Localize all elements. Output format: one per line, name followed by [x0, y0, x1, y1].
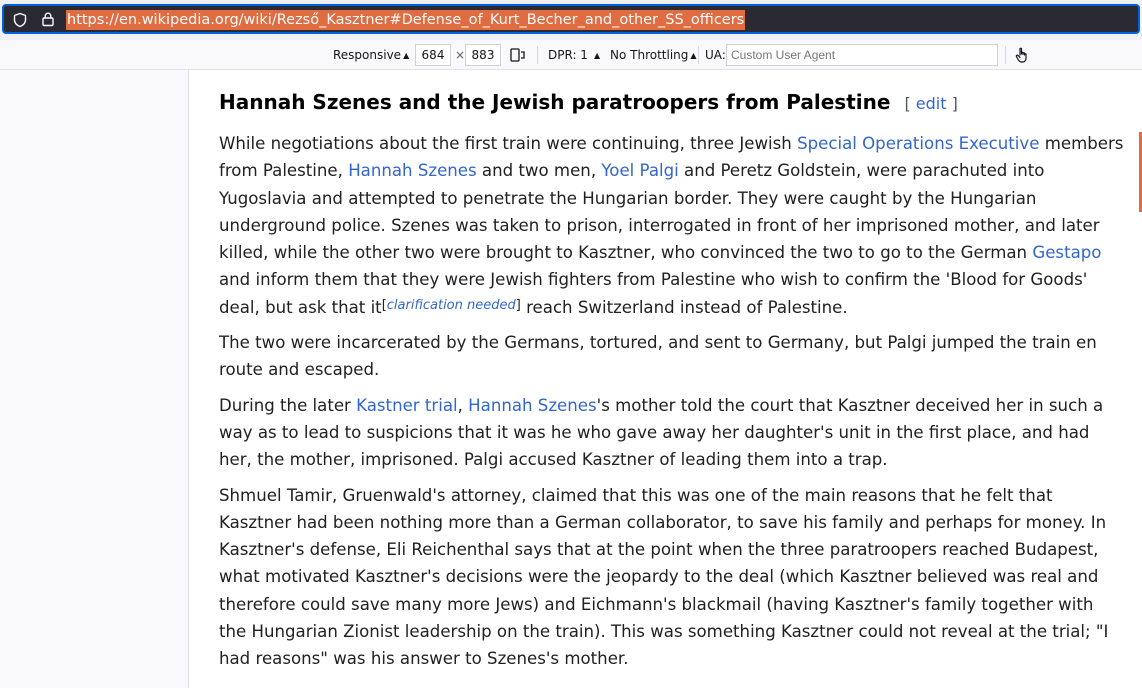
p1-text-6: reach Switzerland instead of Palestine.	[520, 297, 848, 317]
hannah-szenes-link[interactable]: Hannah Szenes	[348, 161, 477, 181]
throttling-selector-label: No Throttling	[610, 48, 689, 62]
edit-bracket-open: [	[904, 94, 911, 113]
toolbar-divider	[537, 46, 538, 64]
viewport-width-input[interactable]: 684	[415, 44, 451, 66]
responsive-design-toolbar	[0, 40, 1142, 70]
viewport-height-input[interactable]: 883	[465, 44, 501, 66]
clarification-needed-link[interactable]: clarification needed	[386, 297, 516, 313]
section-heading-text: Hannah Szenes and the Jewish paratroopers from Palestine	[219, 90, 891, 114]
url-bar-area	[0, 0, 1142, 40]
hannah-szenes-link[interactable]: Hannah Szenes	[468, 395, 597, 415]
viewport-margin	[0, 70, 189, 688]
dpr-selector-label: DPR: 1	[548, 48, 588, 62]
paragraph-4: Shmuel Tamir, Gruenwald's attorney, claimed that this was one of the main reasons that he felt that Kasztner had been nothing more than a German collaborator, to save his family and perhaps for money. In Kasztner's defense, Eli Reichenthal says that at the point when the three paratroopers reached Budapest, what motivated Kasztner's decisions were the jeopardy to the deal (which Kasztner believed was real and therefore could save many more Jews) and Eichmann's blackmail (having Kasztner's family together with the Hungarian Zionist leadership on the train). This was something Kasztner could not reveal at the trial; "I had reasons" was his answer to Szenes's mother.	[219, 485, 1109, 669]
p3-text-3: 's mother told the court that Kasztner deceived her in such a way as to lead to suspicions that it was he who gave away her daughter's unit in the first place, and had her, the mother, imprisoned. Palgi accused Kasztner of leading them into a trap.	[219, 395, 1104, 470]
p3-text-1: During the later	[219, 395, 357, 415]
p3-text-2: ,	[457, 395, 469, 415]
device-dropdown-icon: ▲︎	[403, 51, 410, 60]
p1-text-5: and inform them that they were Jewish fighters from Palestine who wish to confirm the 'Blood for Goods' deal, but ask that it	[219, 270, 1088, 317]
touch-simulation-icon[interactable]	[1014, 46, 1030, 64]
url-bar[interactable]	[2, 4, 1140, 34]
p1-text-3: and two men,	[476, 161, 602, 181]
clarification-needed-tag	[382, 298, 521, 313]
yoel-palgi-link[interactable]: Yoel Palgi	[601, 161, 679, 181]
p1-text-4: and Peretz Goldstein, were parachuted into Yugoslavia and attempted to penetrate the Hungarian border. They were caught by the Hungarian underground police. Szenes was taken to prison, interrogated in front of her imprisoned mother, and later killed, while the other two were brought to Kasztner, who convinced the two to go to the German	[219, 161, 1100, 263]
clarification-bracket-close: ]	[515, 297, 521, 313]
paragraph-1	[219, 130, 1124, 321]
edit-section-link-group	[904, 94, 957, 113]
toolbar-divider	[1005, 46, 1006, 64]
paragraph-2: The two were incarcerated by the Germans, tortured, and sent to Germany, but Palgi jumped the train en route and escaped.	[219, 333, 1097, 380]
lock-icon[interactable]	[40, 11, 56, 27]
device-selector[interactable]	[333, 40, 409, 70]
edit-section-link[interactable]: edit	[915, 94, 947, 113]
user-agent-label: UA:	[705, 48, 726, 62]
rotate-viewport-icon[interactable]	[509, 47, 527, 63]
gestapo-link[interactable]: Gestapo	[1032, 243, 1102, 263]
dimension-separator: ×	[455, 48, 466, 62]
device-selector-label: Responsive	[333, 48, 402, 62]
article-content	[219, 80, 1124, 681]
url-text[interactable]: https://en.wikipedia.org/wiki/Rezső_Kasztner#Defense_of_Kurt_Becher_and_other_SS_officers	[67, 12, 745, 28]
throttling-selector[interactable]	[610, 40, 697, 70]
toolbar-divider	[698, 46, 699, 64]
user-agent-input[interactable]	[726, 44, 998, 66]
tracking-protection-shield-icon[interactable]	[12, 12, 28, 28]
p1-text-2: members from Palestine,	[219, 134, 1124, 181]
dpr-selector[interactable]	[548, 40, 600, 70]
throttling-dropdown-icon: ▲︎	[690, 51, 697, 60]
paragraph-3	[219, 392, 1124, 474]
p1-text-1: While negotiations about the first train were continuing, three Jewish	[219, 134, 798, 153]
special-operations-executive-link[interactable]: Special Operations Executive	[797, 134, 1040, 153]
kastner-trial-link[interactable]: Kastner trial	[356, 395, 458, 415]
section-heading	[219, 80, 1124, 126]
edit-bracket-close: ]	[951, 94, 958, 113]
dpr-dropdown-icon: ▲︎	[593, 51, 601, 60]
clarification-bracket-open: [	[381, 297, 387, 313]
